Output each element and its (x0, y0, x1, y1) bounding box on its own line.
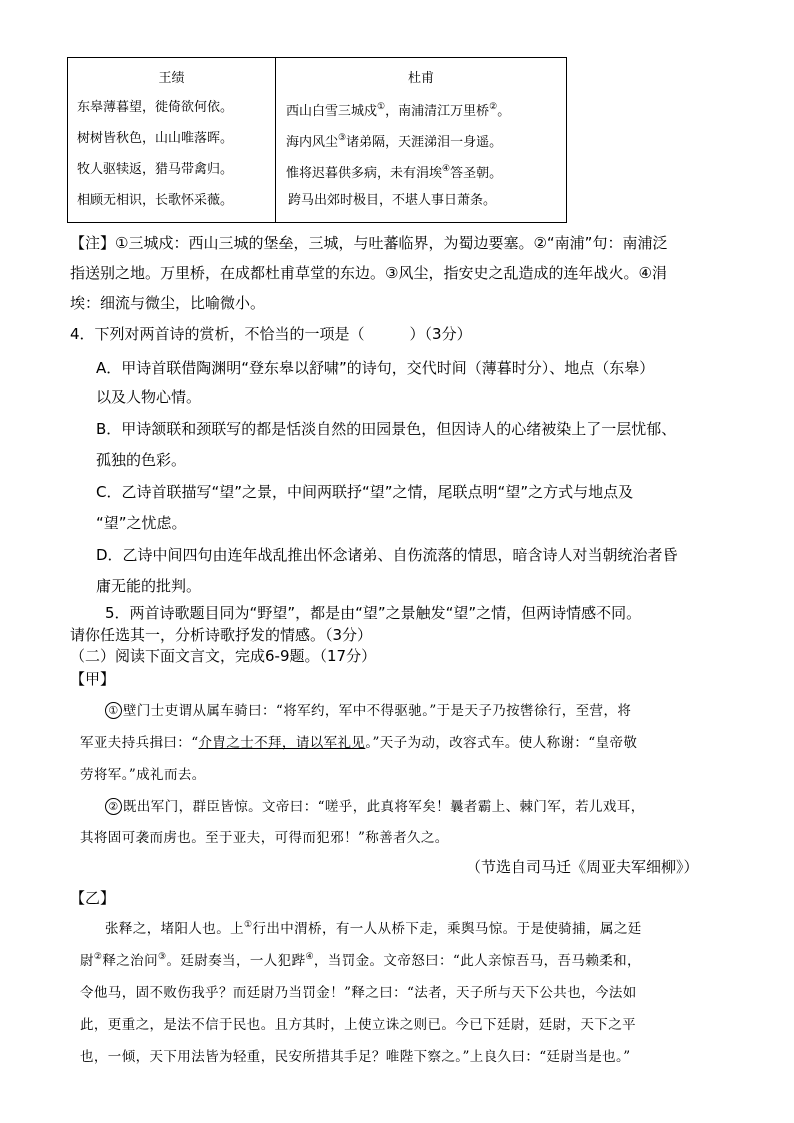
q4-option-a-line-2: 以及人物心情。 (96, 388, 202, 406)
text: 。”天子为动，改容式车。使人称谢：“皇帝敬 (365, 735, 638, 751)
text: 惟将迟暮供多病，未有涓埃 (286, 166, 443, 181)
passage-jia-label: 【甲】 (70, 670, 116, 688)
notes-line-3: 埃：细流与微尘，比喻微小。 (70, 294, 266, 312)
text: 释之治问 (102, 953, 158, 969)
q4-option-c-line-1: C．乙诗首联描写“望”之景，中间两联抒“望”之情，尾联点明“望”之方式与地点及 (96, 483, 634, 501)
text: ，当罚金。文帝怒曰：“此人亲惊吾马，吾马赖柔和， (313, 953, 641, 969)
footnote-mark: ① (377, 102, 386, 112)
text: 答圣朝。 (450, 166, 503, 181)
q4-option-b-line-2: 孤独的色彩。 (96, 451, 187, 469)
text: ，南浦清江万里桥 (385, 104, 490, 119)
q4-stem: 4．下列对两首诗的赏析，不恰当的一项是（ ）（3分） (70, 325, 472, 343)
footnote-mark: ④ (442, 164, 451, 174)
q4-option-c-line-2: “望”之忧虑。 (96, 514, 187, 532)
text: 西山白雪三城戍 (286, 104, 378, 119)
jia-source: （节选自司马迁《周亚夫军细柳》） (466, 858, 699, 876)
poem-right-line-4: 跨马出郊时极目，不堪人事日萧条。 (288, 193, 497, 208)
text: 。 (497, 104, 511, 119)
poem-table (67, 57, 567, 223)
poem-right-title: 杜甫 (407, 71, 434, 86)
para-number: ② (105, 798, 122, 815)
poem-right-cell (276, 58, 567, 223)
text: 张释之，堵阳人也。上 (105, 921, 244, 937)
underlined-sentence: 介胄之士不拜，请以军礼见 (198, 735, 366, 751)
footnote-mark: ① (244, 920, 253, 930)
poem-left-cell (68, 58, 276, 223)
yi-line-5: 也，一倾，天下用法皆为轻重，民安所措其手足？唯陛下察之。”上良久曰：“廷尉当是也。” (80, 1049, 631, 1065)
footnote-mark: ③ (338, 133, 347, 143)
poem-right-line-3 (276, 154, 566, 185)
q4-option-b-line-1: B．甲诗颔联和颈联写的都是恬淡自然的田园景色，但因诗人的心绪被染上了一层忧郁、 (96, 420, 677, 438)
yi-line-3: 令他马，固不败伤我乎？而廷尉乃当罚金！”释之曰：“法者，天子所与天下公共也，今法如 (80, 985, 637, 1001)
q5-line-1: 5．两首诗歌题目同为“野望”，都是由“望”之景触发“望”之情，但两诗情感不同。 (105, 604, 642, 622)
text: 军亚夫持兵揖曰：“ (80, 735, 199, 751)
notes-line-2: 指送别之地。万里桥，在成都杜甫草堂的东边。③风尘，指安史之乱造成的连年战火。④涓 (70, 264, 667, 282)
passage-yi-label: 【乙】 (70, 889, 116, 907)
text: 。廷尉奏当，一人犯跸 (166, 953, 306, 969)
text: 壁门士吏谓从属车骑曰：“将军约，军中不得驱驰。”于是天子乃按辔徐行，至营，将 (123, 703, 632, 719)
poem-right-line-2 (276, 123, 566, 154)
poem-left-line-3: 牧人驱犊返，猎马带禽归。 (77, 162, 234, 177)
text: 既出军门，群臣皆惊。文帝曰：“嗟乎，此真将军矣！曩者霸上、棘门军，若儿戏耳， (123, 799, 645, 815)
jia-para-1-line-1 (105, 699, 631, 719)
poem-left-title: 王绩 (158, 71, 185, 86)
poem-right-line-1 (276, 92, 566, 123)
jia-para-1-line-3: 劳将军。”成礼而去。 (80, 767, 206, 783)
footnote-mark: ② (489, 102, 498, 112)
q5-line-2: 请你任选其一，分析诗歌抒发的情感。（3分） (70, 626, 373, 644)
text: 尉 (80, 953, 94, 969)
text: 诸弟隔，天涯涕泪一身遥。 (346, 135, 503, 150)
text: 行出中渭桥，有一人从桥下走，乘舆马惊。于是使骑捕，属之廷 (252, 921, 642, 937)
jia-para-2-line-1 (105, 795, 645, 815)
q4-option-d-line-1: D．乙诗中间四句由连年战乱推出怀念诸弟、自伤流落的情思，暗含诗人对当朝统治者昏 (96, 546, 678, 564)
footnote-mark: ③ (157, 952, 167, 962)
yi-line-1 (105, 917, 642, 937)
footnote-mark: ② (93, 952, 103, 962)
q4-option-a-line-1: A．甲诗首联借陶渊明“登东皋以舒啸”的诗句，交代时间（薄暮时分）、地点（东皋） (96, 359, 655, 377)
jia-para-1-line-2 (80, 731, 637, 751)
poem-left-line-1: 东皋薄暮望，徙倚欲何依。 (77, 100, 234, 115)
section-2-heading: （二）阅读下面文言文，完成6-9题。（17分） (70, 647, 377, 665)
q4-option-d-line-2: 庸无能的批判。 (96, 577, 202, 595)
notes-line-1: 【注】①三城戍：西山三城的堡垒，三城，与吐蕃临界，为蜀边要塞。②“南浦”句：南浦泛 (70, 234, 668, 252)
text: 海内风尘 (286, 135, 339, 150)
footnote-mark: ④ (305, 952, 314, 962)
yi-line-2 (80, 949, 641, 969)
yi-line-4: 此，更重之，是法不信于民也。且方其时，上使立诛之则已。今已下廷尉，廷尉，天下之平 (80, 1017, 636, 1033)
para-number: ① (105, 702, 122, 719)
poem-left-line-2: 树树皆秋色，山山唯落晖。 (77, 131, 234, 146)
poem-left-line-4: 相顾无相识，长歌怀采薇。 (77, 193, 234, 208)
jia-para-2-line-2: 其将固可袭而虏也。至于亚夫，可得而犯邪！”称善者久之。 (80, 830, 449, 846)
